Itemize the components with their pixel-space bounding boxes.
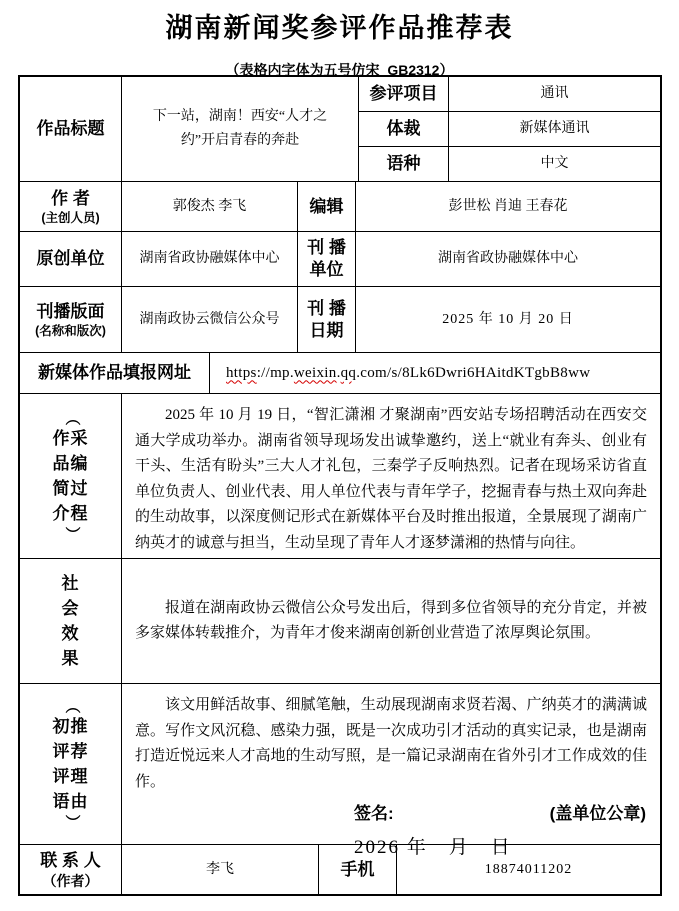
recommendation-table (18, 75, 662, 896)
social-effect-label (20, 559, 122, 683)
publish-unit-label-line1: 刊 播 (307, 238, 346, 257)
publish-page-value: 湖南政协云微信公众号 (122, 287, 298, 352)
summary-label-row: 介程 (52, 504, 89, 523)
language-value: 中文 (540, 156, 569, 171)
entry-item-row (359, 77, 660, 112)
publish-date-label-cell (298, 287, 356, 352)
entry-meta-group (359, 77, 660, 181)
summary-label-close-paren: ） (63, 526, 81, 542)
summary-label-row: 简过 (52, 479, 89, 498)
row-original-unit (20, 232, 660, 287)
author-label-cell (20, 182, 122, 231)
contact-label-line2: （作者） (42, 872, 99, 889)
review-cell (122, 684, 660, 858)
signature-label: 签名: (354, 804, 394, 823)
row-contact (20, 845, 660, 894)
seal-label: (盖单位公章) (549, 804, 646, 823)
review-label-open-paren: （ (63, 698, 81, 714)
publish-date-label-line1: 刊 播 (307, 298, 346, 318)
editor-label: 编辑 (298, 182, 356, 231)
genre-value: 新媒体通讯 (519, 121, 590, 136)
review-text: 该文用鲜活故事、细腻笔触，生动展现湖南求贤若渴、广纳英才的满满诚意。写作文风沉稳、感染力强，既是一次成功引才活动的真实记录，也是湖南打造近悦远来人才高地的生动写照，是一篇记录湖南在省外引才工作成效的佳作。 (135, 697, 647, 790)
summary-text: 2025 年 10 月 19 日，“智汇潇湘 才聚湖南”西安站专场招聘活动在西安交通大学成功举办。湖南省领导现场发出诚挚邀约，送上“就业有奔头、创业有干头、生活有盼头”三大人才礼包，三秦学子反响热烈。记者在现场采访省直单位负责人、创业代表、用人单位代表与青年学子，挖掘青春与热土双向奔赴的生动故事，以深度侧记形式在新媒体平台及时推出报道，全景展现了湖南广纳英才的诚意与担当，生动呈现了青年人才逐梦潇湘的热情与向往。 (135, 407, 647, 551)
author-label: 作 者 (51, 188, 90, 208)
review-label (20, 684, 122, 844)
media-url-label: 新媒体作品填报网址 (20, 353, 210, 393)
work-title-value: 下一站，湖南！西安“人才之约”开启青春的奔赴 (122, 77, 359, 181)
social-effect-label-row: 效 (61, 624, 80, 643)
genre-label: 体裁 (359, 112, 449, 146)
review-label-row: 评理 (52, 767, 89, 786)
publish-unit-label-cell (298, 232, 356, 286)
author-sublabel: (主创人员) (41, 210, 100, 225)
phone-label: 手机 (319, 845, 397, 894)
publish-page-label: 刊播版面 (36, 301, 105, 321)
contact-label-line1: 联 系 人 (40, 850, 101, 870)
publish-page-sublabel: (名称和版次) (35, 323, 106, 338)
social-effect-text: 报道在湖南政协云微信公众号发出后，得到多位省领导的充分肯定，并被多家媒体转载推介，为青年才俊来湖南创新创业营造了浓厚舆论氛围。 (135, 599, 647, 641)
original-unit-label: 原创单位 (20, 232, 122, 286)
media-url-value (226, 365, 590, 382)
review-label-row: 评荐 (52, 742, 89, 761)
summary-label-open-paren: （ (63, 410, 81, 426)
publish-unit-value: 湖南省政协融媒体中心 (438, 251, 578, 266)
summary-cell (122, 394, 660, 558)
language-row (359, 147, 660, 181)
genre-row (359, 112, 660, 147)
publish-date-label-line2: 日期 (309, 320, 344, 340)
editor-value: 彭世松 肖迪 王春花 (448, 198, 568, 214)
review-label-close-paren: ） (63, 814, 81, 830)
original-unit-value: 湖南省政协融媒体中心 (122, 232, 298, 286)
signature-date-line: 2026 年 月 日 (354, 837, 512, 858)
phone-value: 18874011202 (484, 861, 573, 877)
row-author (20, 182, 660, 232)
document-subtitle: （表格内字体为五号仿宋_GB2312） (225, 62, 454, 78)
publish-page-label-cell (20, 287, 122, 352)
publish-unit-label-line2: 单位 (309, 260, 344, 279)
document-title: 湖南新闻奖参评作品推荐表 (165, 13, 514, 43)
summary-label-row: 作采 (52, 429, 89, 448)
publish-date-value: 2025 年 10 月 20 日 (442, 311, 574, 327)
author-value: 郭俊杰 李飞 (122, 182, 298, 231)
url-segment-weixin: weixin (293, 364, 337, 381)
url-segment-qq: qq (340, 364, 357, 381)
work-title-label: 作品标题 (20, 77, 122, 181)
contact-label-cell (20, 845, 122, 894)
row-social-effect (20, 559, 660, 684)
row-publish-page (20, 287, 660, 353)
media-url-cell (210, 353, 660, 393)
url-segment-https: https (226, 364, 257, 381)
entry-item-label: 参评项目 (359, 77, 449, 111)
contact-value: 李飞 (122, 845, 319, 894)
url-segment-path: .com/s/8Lk6Dwri6HAitdKTgbB8ww (356, 364, 591, 381)
row-review (20, 684, 660, 858)
row-media-url (20, 353, 660, 394)
social-effect-cell (122, 559, 660, 683)
social-effect-label-row: 社 (61, 574, 80, 593)
summary-label-row: 品编 (52, 454, 89, 473)
url-segment-mp: ://mp. (256, 364, 294, 381)
social-effect-label-row: 会 (61, 599, 80, 618)
social-effect-label-row: 果 (61, 649, 80, 668)
url-segment-dot: . (336, 364, 341, 381)
signature-line (354, 799, 646, 824)
review-label-row: 语由 (52, 792, 89, 811)
review-label-row: 初推 (52, 717, 89, 736)
language-label: 语种 (359, 147, 449, 181)
summary-label (20, 394, 122, 558)
row-summary (20, 394, 660, 559)
row-work-title (20, 77, 660, 182)
entry-item-value: 通讯 (540, 86, 569, 101)
